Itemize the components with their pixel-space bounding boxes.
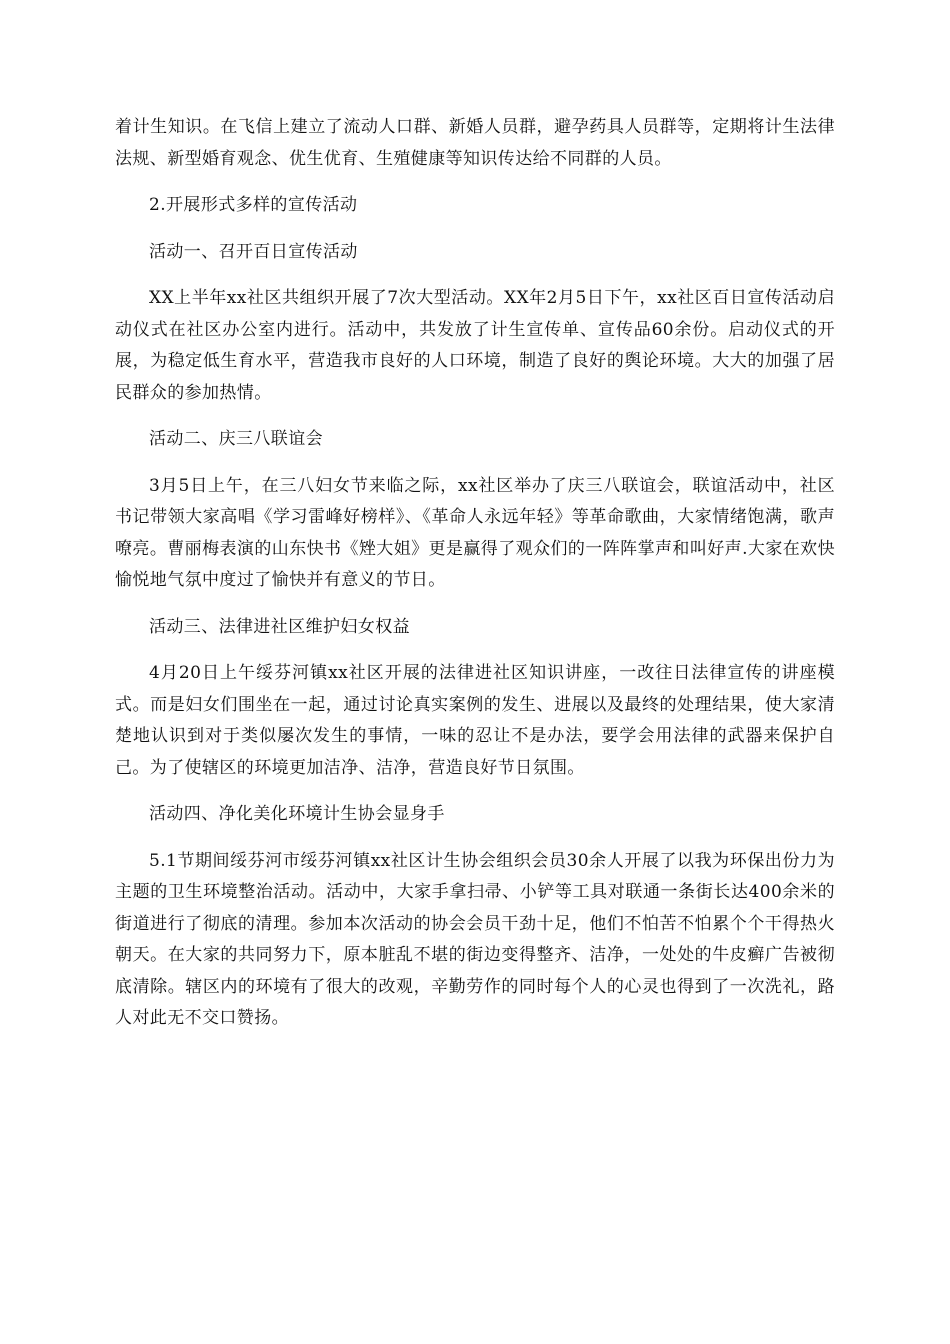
document-body: [115, 112, 835, 1035]
paragraph-continuation: 着计生知识。在飞信上建立了流动人口群、新婚人员群，避孕药具人员群等，定期将计生法律法规、新型婚育观念、优生优育、生殖健康等知识传达给不同群的人员。: [115, 117, 835, 169]
activity-paragraph-1: XX上半年xx社区共组织开展了7次大型活动。XX年2月5日下午，xx社区百日宣传活动启动仪式在社区办公室内进行。活动中，共发放了计生宣传单、宣传品60余份。启动仪式的开展，为稳定低生育水平，营造我市良好的人口环境，制造了良好的舆论环境。大大的加强了居民群众的参加热情。: [115, 288, 835, 403]
activity-heading-4: 活动四、净化美化环境计生协会显身手: [149, 804, 445, 824]
activity-heading-2: 活动二、庆三八联谊会: [149, 429, 323, 449]
activity-heading-1: 活动一、召开百日宣传活动: [149, 241, 358, 262]
activity-paragraph-2: 3月5日上午，在三八妇女节来临之际，xx社区举办了庆三八联谊会，联谊活动中，社区书记带领大家高唱《学习雷峰好榜样》、《革命人永远年轻》等革命歌曲，大家情绪饱满，歌声嘹亮。曹丽梅表演的山东快书《矬大姐》更是赢得了观众们的一阵阵掌声和叫好声.大家在欢快愉悦地气氛中度过了愉快并有意义的节日。: [115, 475, 835, 590]
activity-paragraph-4: 5.1节期间绥芬河市绥芬河镇xx社区计生协会组织会员30余人开展了以我为环保出份力为主题的卫生环境整治活动。活动中，大家手拿扫帚、小铲等工具对联通一条街长达400余米的街道进行了彻底的清理。参加本次活动的协会会员干劲十足，他们不怕苦不怕累个个干得热火朝天。在大家的共同努力下，原本脏乱不堪的街边变得整齐、洁净，一处处的牛皮癣广告被彻底清除。辖区内的环境有了很大的改观，辛勤劳作的同时每个人的心灵也得到了一次洗礼，路人对此无不交口赞扬。: [115, 850, 835, 1028]
section-heading-publicity-activities: 2.开展形式多样的宣传活动: [149, 195, 358, 215]
activity-heading-3: 活动三、法律进社区维护妇女权益: [149, 616, 410, 637]
activity-paragraph-3: 4月20日上午绥芬河镇xx社区开展的法律进社区知识讲座，一改往日法律宣传的讲座模式。而是妇女们围坐在一起，通过讨论真实案例的发生、进展以及最终的处理结果，使大家清楚地认识到对于类似屡次发生的事情，一味的忍让不是办法，要学会用法律的武器来保护自己。为了使辖区的环境更加洁净、洁净，营造良好节日氛围。: [115, 663, 835, 778]
